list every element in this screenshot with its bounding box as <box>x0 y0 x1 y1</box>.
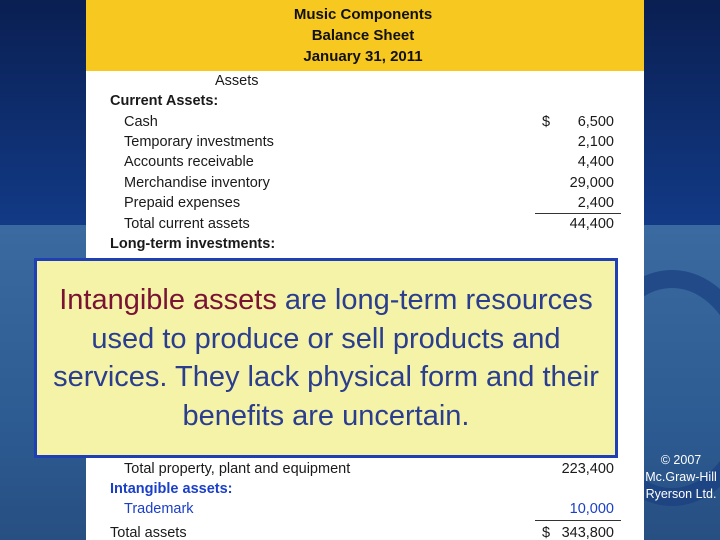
currency-symbol: $ <box>542 525 551 540</box>
line-item-label: Merchandise inventory <box>124 175 270 191</box>
table-row <box>86 216 644 236</box>
line-item-label: Accounts receivable <box>124 154 254 170</box>
assets-heading: Assets <box>215 73 259 89</box>
table-row <box>86 461 644 481</box>
table-row <box>86 195 644 215</box>
definition-callout <box>34 258 618 458</box>
callout-term: Intangible assets <box>59 284 277 316</box>
currency-symbol: $ <box>542 114 551 130</box>
table-row <box>86 134 644 154</box>
table-row <box>86 154 644 174</box>
subtotal-rule <box>535 520 621 521</box>
total-current-assets-amount: 44,400 <box>569 216 614 232</box>
table-row <box>86 501 644 521</box>
long-term-investments-heading: Long-term investments: <box>110 236 276 252</box>
sheet-header <box>86 0 644 71</box>
total-assets-amount: 343,800 <box>561 525 614 540</box>
statement-date: January 31, 2011 <box>303 48 423 65</box>
table-row <box>86 114 644 134</box>
line-item-label: Prepaid expenses <box>124 195 241 211</box>
current-assets-heading-row <box>86 93 644 113</box>
total-current-assets-label: Total current assets <box>124 216 250 232</box>
callout-text <box>37 281 615 435</box>
total-property-amount: 223,400 <box>561 461 614 477</box>
total-property-label: Total property, plant and equipment <box>124 461 351 477</box>
callout-definition: are long-term resources used to produce or sell products and services. They lack physical form and their benefits are uncertain. <box>53 284 599 432</box>
total-assets-row <box>86 525 644 540</box>
company-name: Music Components <box>293 6 433 23</box>
total-assets-label: Total assets <box>110 525 187 540</box>
statement-title: Balance Sheet <box>311 27 415 44</box>
intangible-heading-row <box>86 481 644 501</box>
line-item-amount: 4,400 <box>577 154 614 170</box>
copyright-notice: © 2007 Mc.Graw-Hill Ryerson Ltd. <box>645 453 717 501</box>
line-item-amount: 2,400 <box>577 195 614 211</box>
intangible-assets-heading: Intangible assets: <box>110 481 233 497</box>
table-row <box>86 175 644 195</box>
line-item-label: Cash <box>124 114 158 130</box>
line-item-amount: 2,100 <box>577 134 614 150</box>
subtotal-rule <box>535 213 621 214</box>
line-item-amount: 29,000 <box>569 175 614 191</box>
trademark-label: Trademark <box>124 501 194 517</box>
assets-heading-row <box>86 73 644 93</box>
long-term-investments-row <box>86 236 644 256</box>
line-item-amount: 6,500 <box>577 114 614 130</box>
current-assets-heading: Current Assets: <box>110 93 219 109</box>
line-item-label: Temporary investments <box>124 134 274 150</box>
trademark-amount: 10,000 <box>569 501 614 517</box>
